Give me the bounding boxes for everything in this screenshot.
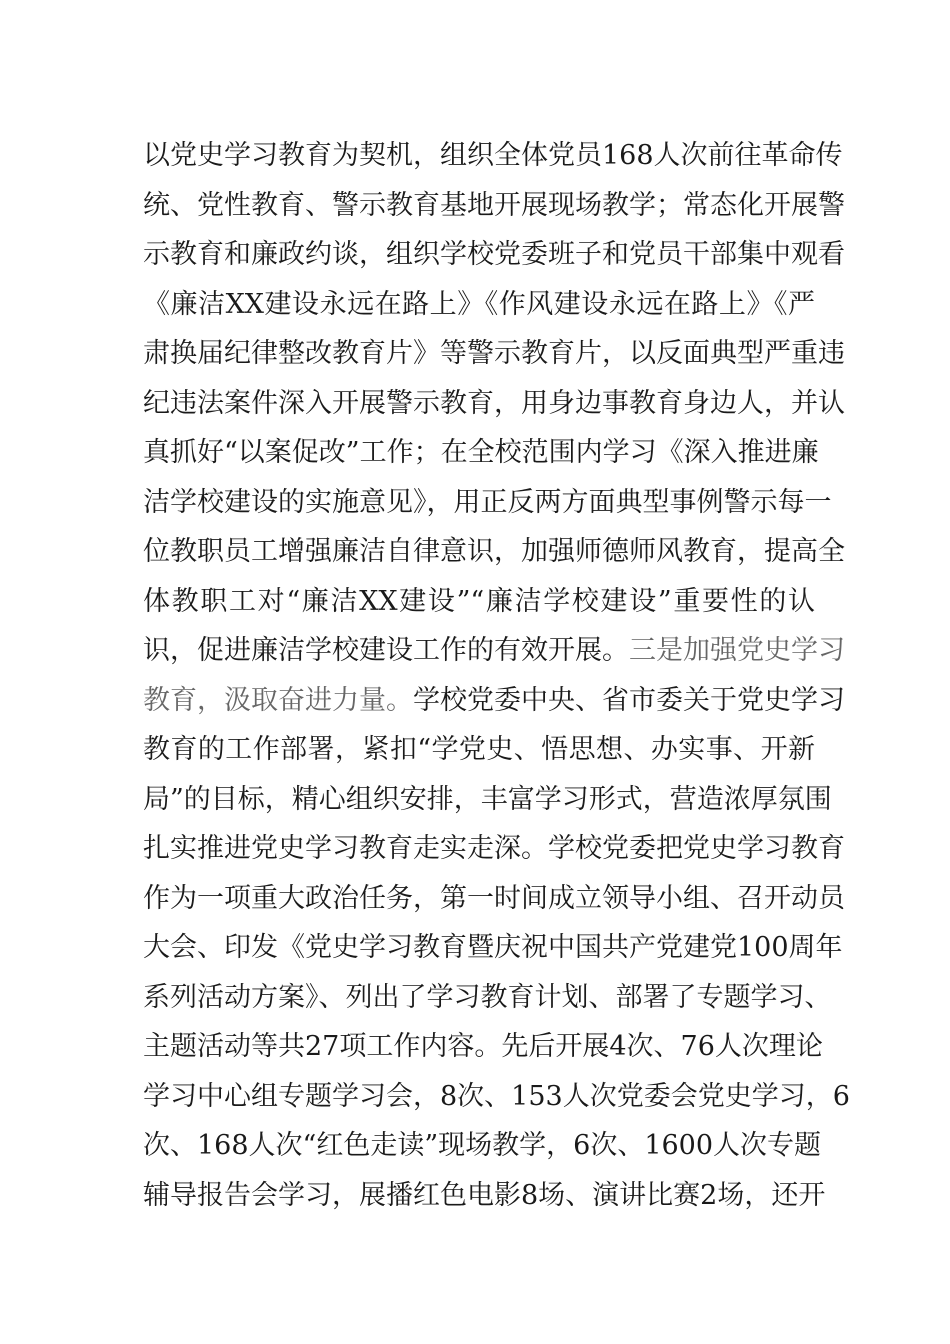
text-line: 学习中心组专题学习会，8次、153人次党委会党史学习，6 bbox=[143, 1080, 850, 1112]
text-line: 主题活动等共27项工作内容。先后开展4次、76人次理论 bbox=[143, 1031, 823, 1062]
text-line: 以党史学习教育为契机，组织全体党员168人次前往革命传 bbox=[143, 140, 843, 171]
text-line: 纪违法案件深入开展警示教育，用身边事教育身边人，并认 bbox=[143, 387, 845, 419]
text-line bbox=[143, 676, 845, 726]
text-line: 洁学校建设的实施意见》，用正反两方面典型事例警示每一 bbox=[143, 486, 832, 518]
text-segment: 识，促进廉洁学校建设工作的有效开展。 bbox=[143, 635, 629, 666]
text-line: 真抓好“以案促改”工作；在全校范围内学习《深入推进廉 bbox=[143, 437, 819, 468]
text-line bbox=[143, 626, 845, 676]
text-line: 大会、印发《党史学习教育暨庆祝中国共产党建党100周年 bbox=[143, 932, 843, 963]
text-line: 作为一项重大政治任务，第一时间成立领导小组、召开动员 bbox=[143, 882, 845, 914]
body-text bbox=[143, 131, 850, 1220]
text-line: 统、党性教育、警示教育基地开展现场教学；常态化开展警 bbox=[143, 189, 845, 221]
text-line: 教育的工作部署，紧扣“学党史、悟思想、办实事、开新 bbox=[143, 734, 815, 765]
text-segment: 学校党委中央、省市委关于党史学习 bbox=[413, 684, 845, 716]
text-line: 次、168人次“红色走读”现场教学，6次、1600人次专题 bbox=[143, 1130, 822, 1161]
section-heading-segment: 教育，汲取奋进力量。 bbox=[143, 684, 413, 716]
text-line: 辅导报告会学习，展播红色电影8场、演讲比赛2场，还开 bbox=[143, 1179, 826, 1211]
text-line: 系列活动方案》、列出了学习教育计划、部署了专题学习、 bbox=[143, 981, 832, 1013]
text-line: 肃换届纪律整改教育片》等警示教育片，以反面典型严重违 bbox=[143, 338, 845, 369]
text-line: 扎实推进党史学习教育走实走深。学校党委把党史学习教育 bbox=[143, 833, 845, 864]
text-line: 示教育和廉政约谈，组织学校党委班子和党员干部集中观看 bbox=[143, 239, 845, 270]
text-line: 《廉洁XX建设永远在路上》《作风建设永远在路上》《严 bbox=[143, 288, 815, 320]
text-line: 局”的目标，精心组织安排，丰富学习形式，营造浓厚氛围 bbox=[143, 783, 832, 815]
text-line: 位教职员工增强廉洁自律意识，加强师德师风教育，提高全 bbox=[143, 536, 845, 567]
section-heading-segment: 三是加强党史学习 bbox=[629, 635, 845, 666]
text-line: 体教职工对“廉洁XX建设”“廉洁学校建设”重要性的认 bbox=[143, 585, 815, 617]
